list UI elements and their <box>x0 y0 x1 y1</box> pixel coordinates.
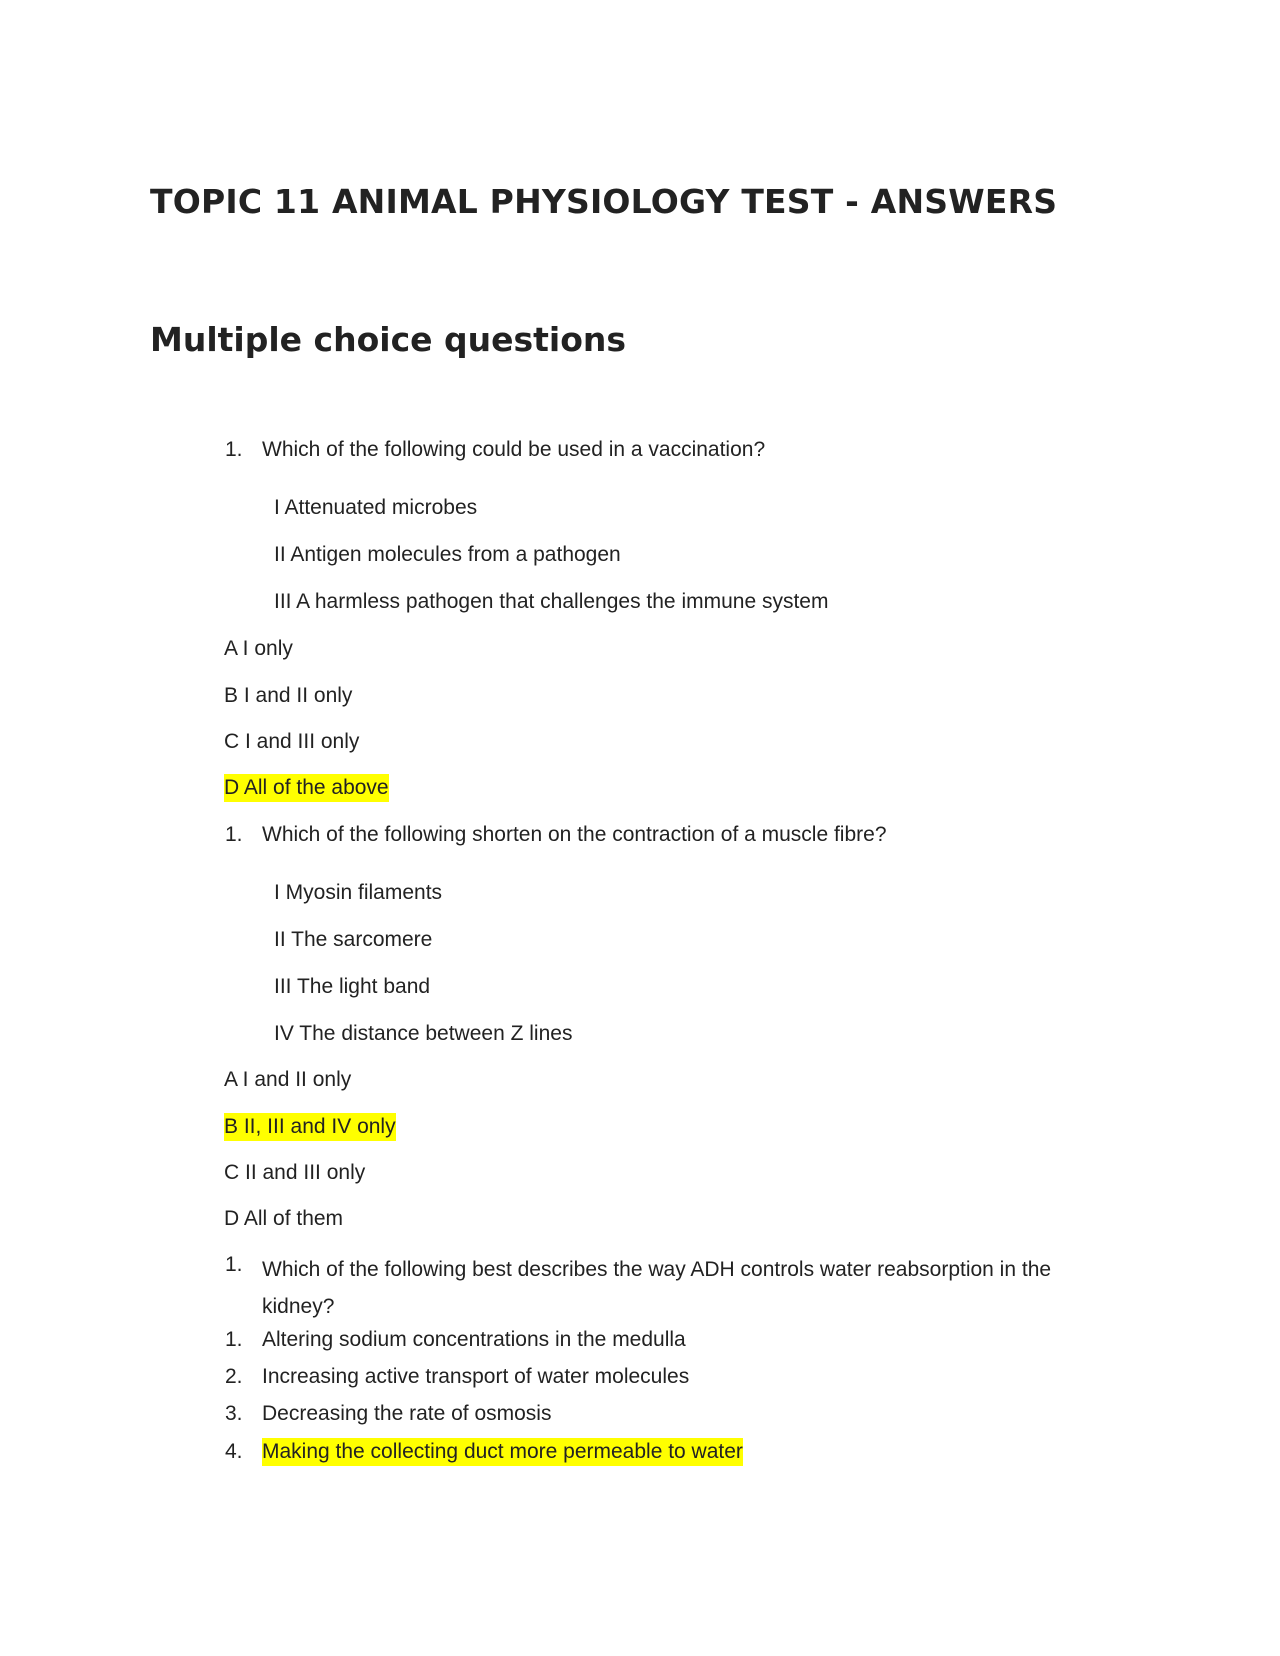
question-1-statement-1: I Attenuated microbes <box>274 496 478 519</box>
question-3-text: Which of the following best describes the way ADH controls water reabsorption in the kidney? <box>262 1258 1052 1318</box>
question-2-statement-3: III The light band <box>274 975 431 998</box>
question-2-answer-d: D All of them <box>224 1207 344 1230</box>
question-2-text: Which of the following shorten on the contraction of a muscle fibre? <box>262 823 887 846</box>
question-2-number: 1. <box>225 823 243 846</box>
document-title: TOPIC 11 ANIMAL PHYSIOLOGY TEST - ANSWERS <box>150 182 1058 221</box>
question-1-answer-b: B I and II only <box>224 684 353 707</box>
question-3-option-2: Increasing active transport of water molecules <box>262 1365 690 1388</box>
question-1-statement-2: II Antigen molecules from a pathogen <box>274 543 621 566</box>
question-1-statement-3: III A harmless pathogen that challenges the immune system <box>274 590 829 613</box>
question-3-option-1-number: 1. <box>225 1328 243 1351</box>
section-heading: Multiple choice questions <box>150 320 627 359</box>
question-1-answer-a: A I only <box>224 637 293 660</box>
question-3-option-3-number: 3. <box>225 1402 243 1425</box>
question-3-option-4-number: 4. <box>225 1440 243 1463</box>
question-1-answer-c: C I and III only <box>224 730 360 753</box>
question-2-answer-c: C II and III only <box>224 1161 366 1184</box>
question-1-answer-d-highlighted: D All of the above <box>224 774 389 802</box>
question-3-option-2-number: 2. <box>225 1365 243 1388</box>
question-3-option-3: Decreasing the rate of osmosis <box>262 1402 552 1425</box>
question-2-statement-4: IV The distance between Z lines <box>274 1022 573 1045</box>
question-3-option-1: Altering sodium concentrations in the medulla <box>262 1328 686 1351</box>
question-1-text: Which of the following could be used in a vaccination? <box>262 438 766 461</box>
question-2-answer-b-highlighted: B II, III and IV only <box>224 1113 396 1141</box>
question-2-statement-1: I Myosin filaments <box>274 881 443 904</box>
question-3-option-4-highlighted: Making the collecting duct more permeable to water <box>262 1438 743 1466</box>
question-2-statement-2: II The sarcomere <box>274 928 433 951</box>
question-3-number: 1. <box>225 1253 243 1276</box>
question-1-number: 1. <box>225 438 243 461</box>
question-2-answer-a: A I and II only <box>224 1068 352 1091</box>
